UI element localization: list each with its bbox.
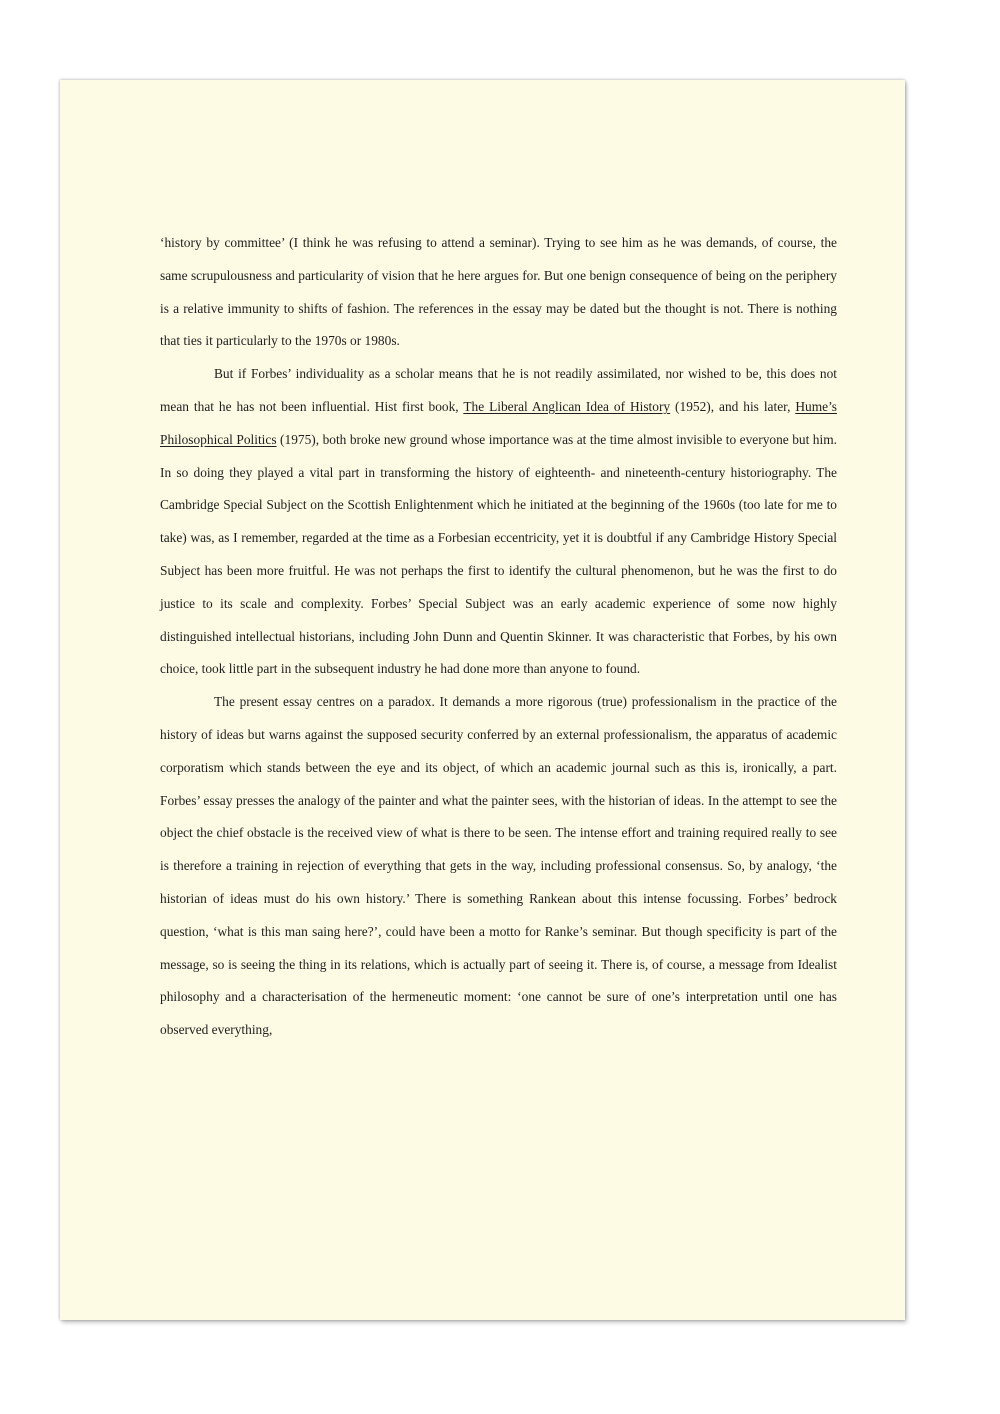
paragraph-3: The present essay centres on a paradox. It demands a more rigorous (true) professionalism in the practice of the history of ideas but warns against the supposed security conferred by an external professionalism, the apparatus of academic corporatism which stands between the eye and its object, of which an academic journal such as this is, ironically, a part. Forbes’ essay presses the analogy of the painter and what the painter sees, with the historian of ideas. In the attempt to see the object the chief obstacle is the received view of what is there to be seen. The intense effort and training required really to see is therefore a training in rejection of everything that gets in the way, including professional consensus. So, by analogy, ‘the historian of ideas must do his own history.’ There is something Rankean about this intense focussing. Forbes’ bedrock question, ‘what is this man saing here?’, could have been a motto for Ranke’s seminar. But though specificity is part of the message, so is seeing the thing in its relations, which is actually part of seeing it. There is, of course, a message from Idealist philosophy and a characterisation of the hermeneutic moment: ‘one cannot be sure of one’s interpretation until one has observed everything,	[160, 694, 837, 1038]
paragraph-2	[160, 358, 837, 686]
document-page	[60, 80, 905, 1320]
paragraph-2-text-b: (1952), and his later,	[670, 398, 796, 414]
body-text	[160, 227, 837, 1047]
paragraph-2-text-c: (1975), both broke new ground whose importance was at the time almost invisible to everyone but him. In so doing they played a vital part in transforming the history of eighteenth- and nineteenth-century historiography. The Cambridge Special Subject on the Scottish Enlightenment which he initiated at the beginning of the 1960s (too late for me to take) was, as I remember, regarded at the time as a Forbesian eccentricity, yet it is doubtful if any Cambridge History Special Subject has been more fruitful. He was not perhaps the first to identify the cultural phenomenon, but he was the first to do justice to its scale and complexity. Forbes’ Special Subject was an early academic experience of some now highly distinguished intellectual historians, including John Dunn and Quentin Skinner. It was characteristic that Forbes, by his own choice, took little part in the subsequent industry he had done more than anyone to found.	[160, 431, 837, 677]
book-title-liberal-anglican: The Liberal Anglican Idea of History	[463, 398, 671, 414]
paragraph-1: ‘history by committee’ (I think he was refusing to attend a seminar). Trying to see him as he was demands, of course, the same scrupulousness and particularity of vision that he here argues for. But one benign consequence of being on the periphery is a relative immunity to shifts of fashion. The references in the essay may be dated but the thought is not. There is nothing that ties it particularly to the 1970s or 1980s.	[160, 235, 837, 349]
paragraph-2-text-a: But if Forbes’ individuality as a scholar means that he is not readily assimilated, nor wished to be, this does not mean that he has not been influential. Hist first book,	[160, 366, 837, 414]
book-title-humes-politics: Hume’s Philosophical Politics	[160, 398, 837, 447]
